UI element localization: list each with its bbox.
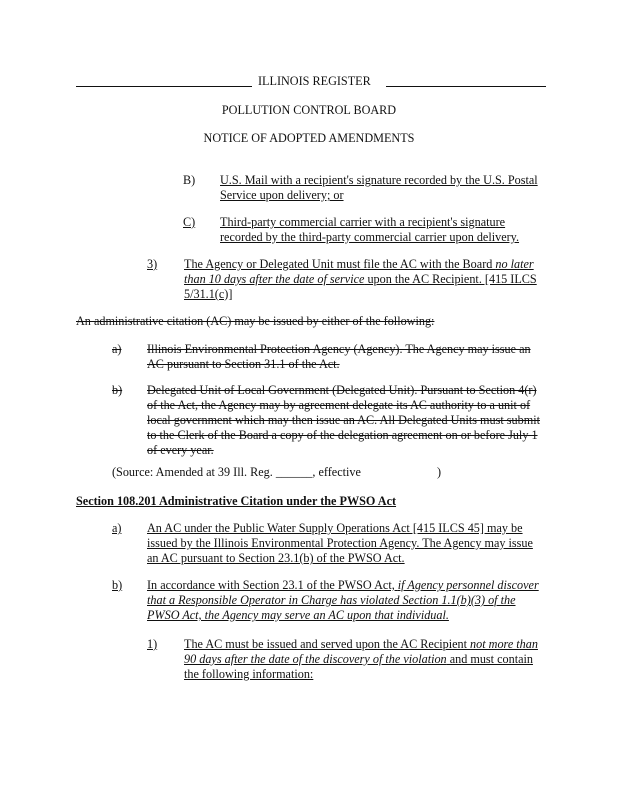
notice-title: NOTICE OF ADOPTED AMENDMENTS	[203, 131, 415, 145]
section-b-label: b)	[112, 578, 123, 592]
item-1-line1-b: not more than	[470, 637, 538, 651]
item-1-line2-b: and must contain	[446, 652, 533, 666]
item-c-line1: Third-party commercial carrier with a recipient's signature	[220, 215, 506, 229]
struck-b-line5: of every year.	[147, 443, 214, 457]
header-rule-right	[386, 86, 546, 87]
struck-a-line1: Illinois Environmental Protection Agency (Agency). The Agency may issue an	[147, 342, 531, 356]
source-text-b: , effective	[312, 465, 361, 479]
section-b-line1-b: if Agency personnel discover	[397, 578, 539, 592]
source-note	[112, 465, 361, 480]
source-blank: ______	[275, 465, 313, 479]
section-a-line3: an AC pursuant to Section 23.1(b) of the PWSO Act.	[147, 551, 405, 565]
item-3-line2	[184, 272, 537, 287]
item-c-label: C)	[183, 215, 196, 229]
item-1-line3: the following information:	[184, 667, 314, 681]
section-a-line1: An AC under the Public Water Supply Operations Act [415 ILCS 45] may be	[147, 521, 523, 535]
item-3-line2-a: than 10 days after the date of service	[184, 272, 365, 286]
item-3-line1	[184, 257, 534, 272]
item-b-label: B)	[183, 173, 196, 187]
item-1-line2	[184, 652, 533, 667]
struck-a-label: a)	[112, 342, 122, 356]
item-1-line2-a: 90 days after the date of the discovery of the violation	[184, 652, 447, 666]
item-3-line1-b: no later	[495, 257, 534, 271]
board-title: POLLUTION CONTROL BOARD	[221, 103, 397, 117]
item-3-label: 3)	[147, 257, 158, 271]
source-close: )	[437, 465, 442, 479]
item-1-line1-a: The AC must be issued and served upon the AC Recipient	[184, 637, 471, 651]
section-a-line2: issued by the Illinois Environmental Protection Agency. The Agency may issue	[147, 536, 533, 550]
struck-b-label: b)	[112, 383, 123, 397]
struck-b-line1: Delegated Unit of Local Government (Delegated Unit). Pursuant to Section 4(r)	[147, 383, 537, 397]
register-title: ILLINOIS REGISTER	[258, 74, 371, 88]
item-3-line2-b: upon the AC Recipient. [415 ILCS	[364, 272, 537, 286]
section-b-line1-a: In accordance with Section 23.1 of the PWSO Act,	[147, 578, 398, 592]
struck-b-line3: local government which may then issue an AC. All Delegated Units must submit	[147, 413, 540, 427]
item-3-line3: 5/31.1(c)]	[184, 287, 233, 301]
struck-intro: An administrative citation (AC) may be issued by either of the following:	[76, 314, 435, 328]
source-text-a: (Source: Amended at 39 Ill. Reg.	[112, 465, 276, 479]
item-b-line1: U.S. Mail with a recipient's signature recorded by the U.S. Postal	[220, 173, 538, 187]
section-a-label: a)	[112, 521, 122, 535]
item-1-label: 1)	[147, 637, 158, 651]
struck-a-line2: AC pursuant to Section 31.1 of the Act.	[147, 357, 340, 371]
item-b-line2: Service upon delivery; or	[220, 188, 344, 202]
item-c-line2: recorded by the third-party commercial carrier upon delivery.	[220, 230, 520, 244]
header-rule-left	[76, 86, 252, 87]
struck-b-line4: to the Clerk of the Board a copy of the delegation agreement on or before July 1	[147, 428, 538, 442]
section-b-line3: PWSO Act, the Agency may serve an AC upon that individual.	[147, 608, 449, 622]
section-b-line2: that a Responsible Operator in Charge has violated Section 1.1(b)(3) of the	[147, 593, 516, 607]
item-3-line1-a: The Agency or Delegated Unit must file the AC with the Board	[184, 257, 496, 271]
item-1-line1	[184, 637, 538, 652]
section-heading: Section 108.201 Administrative Citation under the PWSO Act	[76, 494, 397, 508]
section-b-line1	[147, 578, 539, 593]
struck-b-line2: of the Act, the Agency may by agreement delegate its AC authority to a unit of	[147, 398, 531, 412]
